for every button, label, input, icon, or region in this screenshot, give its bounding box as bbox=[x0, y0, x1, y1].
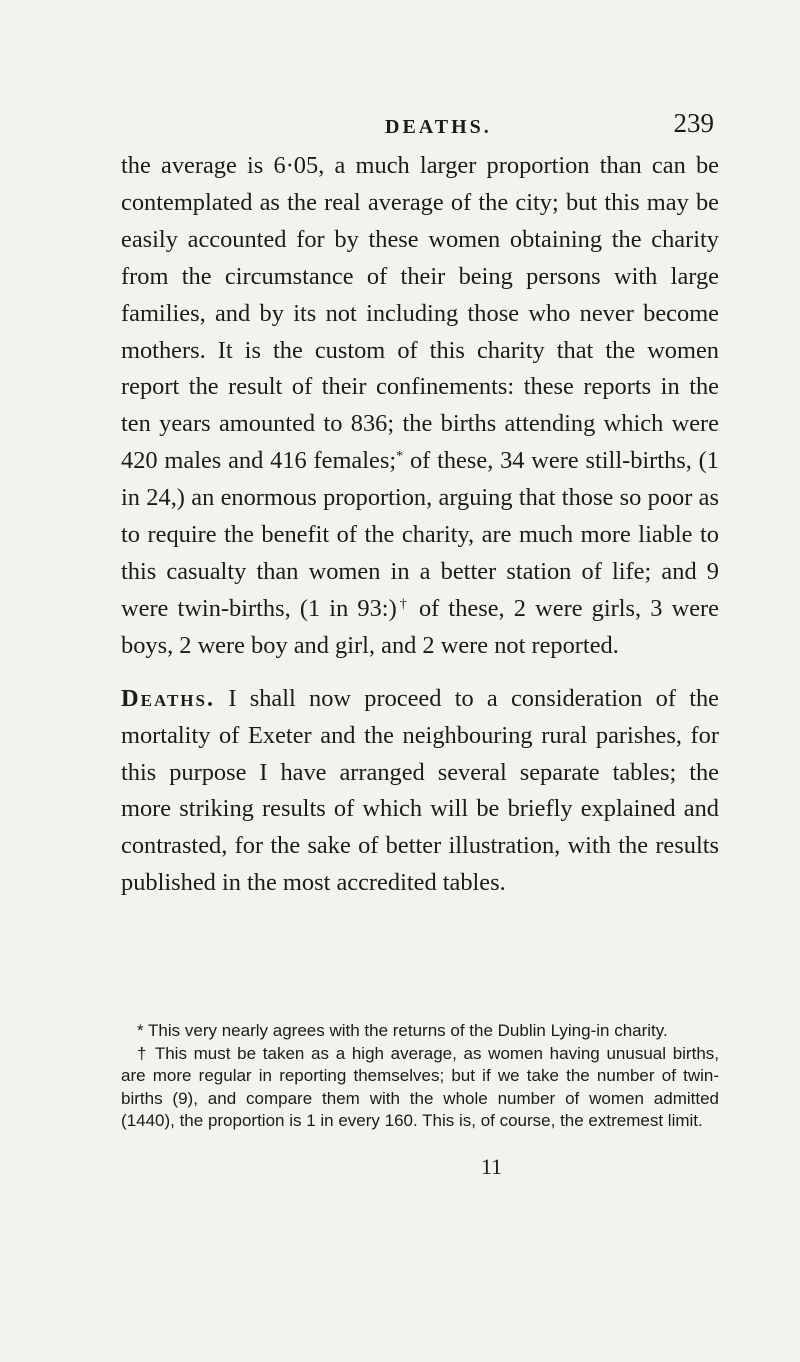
paragraph-deaths bbox=[121, 681, 719, 902]
footnote-asterisk bbox=[121, 1020, 719, 1043]
paragraph-births-end: of these, 2 were girls, 3 were boys, 2 were boy and girl, and 2 were not reported. bbox=[121, 594, 720, 659]
paragraph-deaths-text: I shall now proceed to a consideration of the mortality of Exeter and the neighbouring rural parishes, for this purpose I have arranged several separate tables; the more striking results of which will be briefly explained and contrasted, for the sake of better illustration, with the results published in the most accredited tables. bbox=[121, 684, 719, 897]
paragraph-births bbox=[121, 148, 719, 665]
footnote-text: This very nearly agrees with the returns of the Dublin Lying-in charity. bbox=[143, 1021, 668, 1040]
footnote-ref-dagger: † bbox=[396, 596, 410, 612]
footnote-marker: * bbox=[137, 1021, 144, 1040]
signature-mark: 11 bbox=[481, 1154, 503, 1179]
footnote-dagger bbox=[121, 1043, 719, 1133]
footnote-ref-asterisk: * bbox=[396, 449, 404, 465]
paragraph-births-continued: of these, 34 were still-births, (1 in 24,) an enormous proportion, arguing that those so poor as to require the benefit of the charity, are much more liable to this casualty than women in a better station of life; and 9 were twin-births, (1 in 93:) bbox=[121, 447, 719, 622]
running-head bbox=[0, 102, 800, 142]
page-number: 239 bbox=[673, 108, 714, 138]
footnotes bbox=[121, 1020, 719, 1133]
running-title: DEATHS. bbox=[385, 116, 492, 138]
section-heading-deaths: Deaths. bbox=[121, 684, 216, 712]
body-text bbox=[121, 148, 719, 902]
footnote-text: This must be taken as a high average, as women having unusual births, are more regular in reporting themselves; but if we take the number of twin-births (9), and compare them with the whole number of women admitted (1440), the proportion is 1 in every 160. This is, of course, the extremest limit. bbox=[121, 1043, 719, 1131]
footnote-marker: † bbox=[137, 1043, 149, 1063]
paragraph-births-text: the average is 6·05, a much larger proportion than can be contemplated as the real average of the city; but this may be easily accounted for by these women obtaining the charity from the circumstance of their being persons with large families, and by its not including those who never become mothers. It is the custom of this charity that the women report the result of their confinements: these reports in the ten years amounted to 836; the births attending which were 420 males and 416 females; bbox=[121, 152, 719, 475]
